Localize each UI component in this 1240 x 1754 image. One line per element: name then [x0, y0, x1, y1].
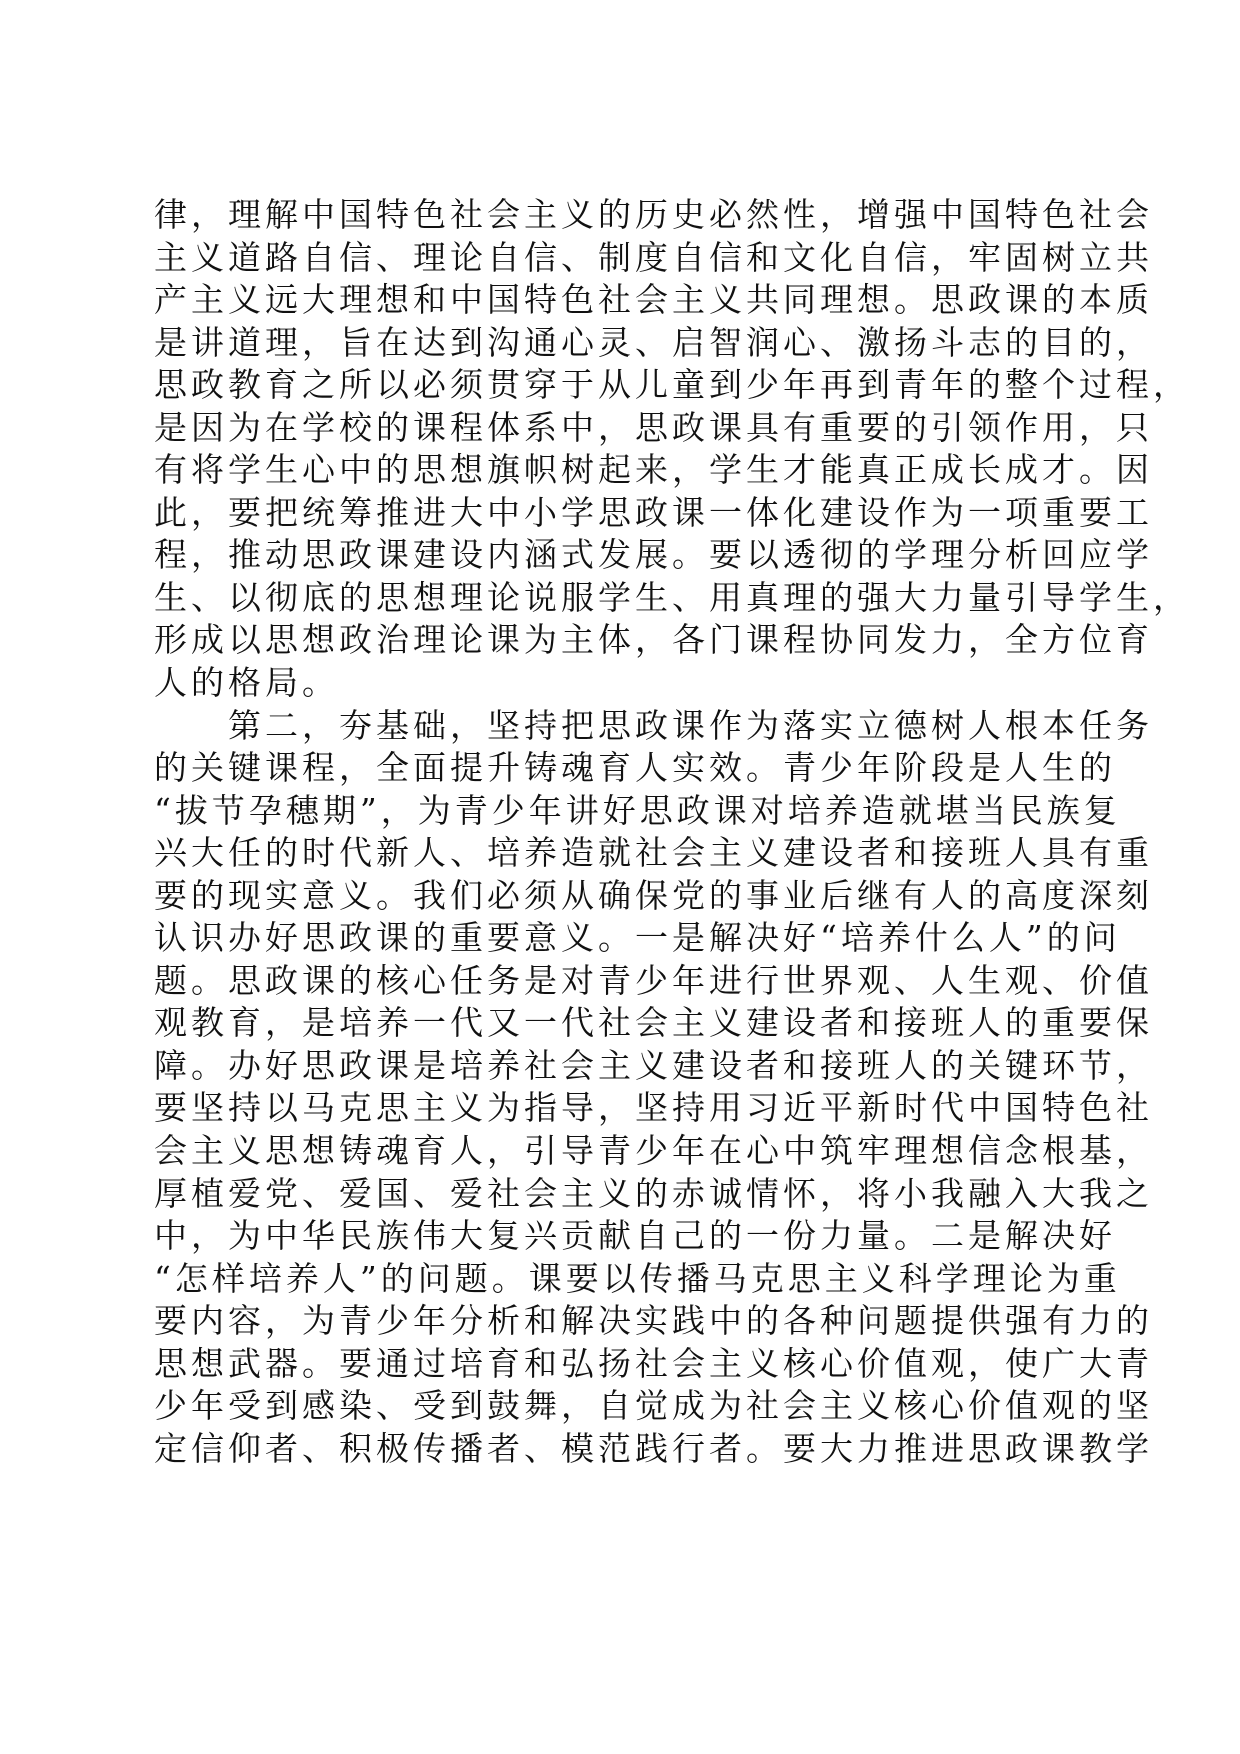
text-line: 少年受到感染、受到鼓舞，自觉成为社会主义核心价值观的坚 — [154, 1386, 1153, 1426]
text-line: 要的现实意义。我们必须从确保党的事业后继有人的高度深刻 — [154, 875, 1153, 915]
text-line: “怎样培养人”的问题。课要以传播马克思主义科学理论为重 — [154, 1258, 1121, 1298]
text-line: 思想武器。要通过培育和弘扬社会主义核心价值观，使广大青 — [154, 1343, 1153, 1383]
text-line: 是因为在学校的课程体系中，思政课具有重要的引领作用，只 — [154, 407, 1153, 447]
text-line: 厚植爱党、爱国、爱社会主义的赤诚情怀，将小我融入大我之 — [154, 1173, 1153, 1213]
text-line: 是讲道理，旨在达到沟通心灵、启智润心、激扬斗志的目的， — [154, 322, 1153, 362]
text-line: 思政教育之所以必须贯穿于从儿童到少年再到青年的整个过程， — [154, 365, 1190, 405]
body-text — [154, 194, 1190, 1470]
text-line: 会主义思想铸魂育人，引导青少年在心中筑牢理想信念根基， — [154, 1131, 1153, 1171]
text-line: 生、以彻底的思想理论说服学生、用真理的强大力量引导学生， — [154, 577, 1190, 617]
text-line: 形成以思想政治理论课为主体，各门课程协同发力，全方位育 — [154, 620, 1153, 660]
text-line: 要坚持以马克思主义为指导，坚持用习近平新时代中国特色社 — [154, 1088, 1153, 1128]
text-line: 主义道路自信、理论自信、制度自信和文化自信，牢固树立共 — [154, 237, 1153, 277]
text-line: 此，要把统筹推进大中小学思政课一体化建设作为一项重要工 — [154, 492, 1153, 532]
text-line: 中，为中华民族伟大复兴贡献自己的一份力量。二是解决好 — [154, 1216, 1116, 1256]
text-line: 律，理解中国特色社会主义的历史必然性，增强中国特色社会 — [154, 195, 1153, 234]
text-line: 定信仰者、积极传播者、模范践行者。要大力推进思政课教学 — [154, 1428, 1153, 1468]
text-line: 兴大任的时代新人、培养造就社会主义建设者和接班人具有重 — [154, 833, 1153, 873]
text-line: 的关键课程，全面提升铸魂育人实效。青少年阶段是人生的 — [154, 748, 1116, 788]
text-line: 程，推动思政课建设内涵式发展。要以透彻的学理分析回应学 — [154, 535, 1153, 575]
text-line: “拔节孕穗期”，为青少年讲好思政课对培养造就堪当民族复 — [154, 790, 1121, 830]
text-line: 产主义远大理想和中国特色社会主义共同理想。思政课的本质 — [154, 280, 1153, 320]
text-line: 观教育，是培养一代又一代社会主义建设者和接班人的重要保 — [154, 1003, 1153, 1043]
text-line: 认识办好思政课的重要意义。一是解决好“培养什么人”的问 — [154, 918, 1121, 958]
text-line: 要内容，为青少年分析和解决实践中的各种问题提供强有力的 — [154, 1301, 1153, 1341]
text-line: 有将学生心中的思想旗帜树起来，学生才能真正成长成才。因 — [154, 450, 1153, 490]
text-line: 题。思政课的核心任务是对青少年进行世界观、人生观、价值 — [154, 960, 1153, 1000]
text-line: 障。办好思政课是培养社会主义建设者和接班人的关键环节， — [154, 1045, 1153, 1085]
paragraph-start-line: 第二，夯基础，坚持把思政课作为落实立德树人根本任务 — [228, 705, 1153, 745]
text-line: 人的格局。 — [154, 663, 339, 703]
